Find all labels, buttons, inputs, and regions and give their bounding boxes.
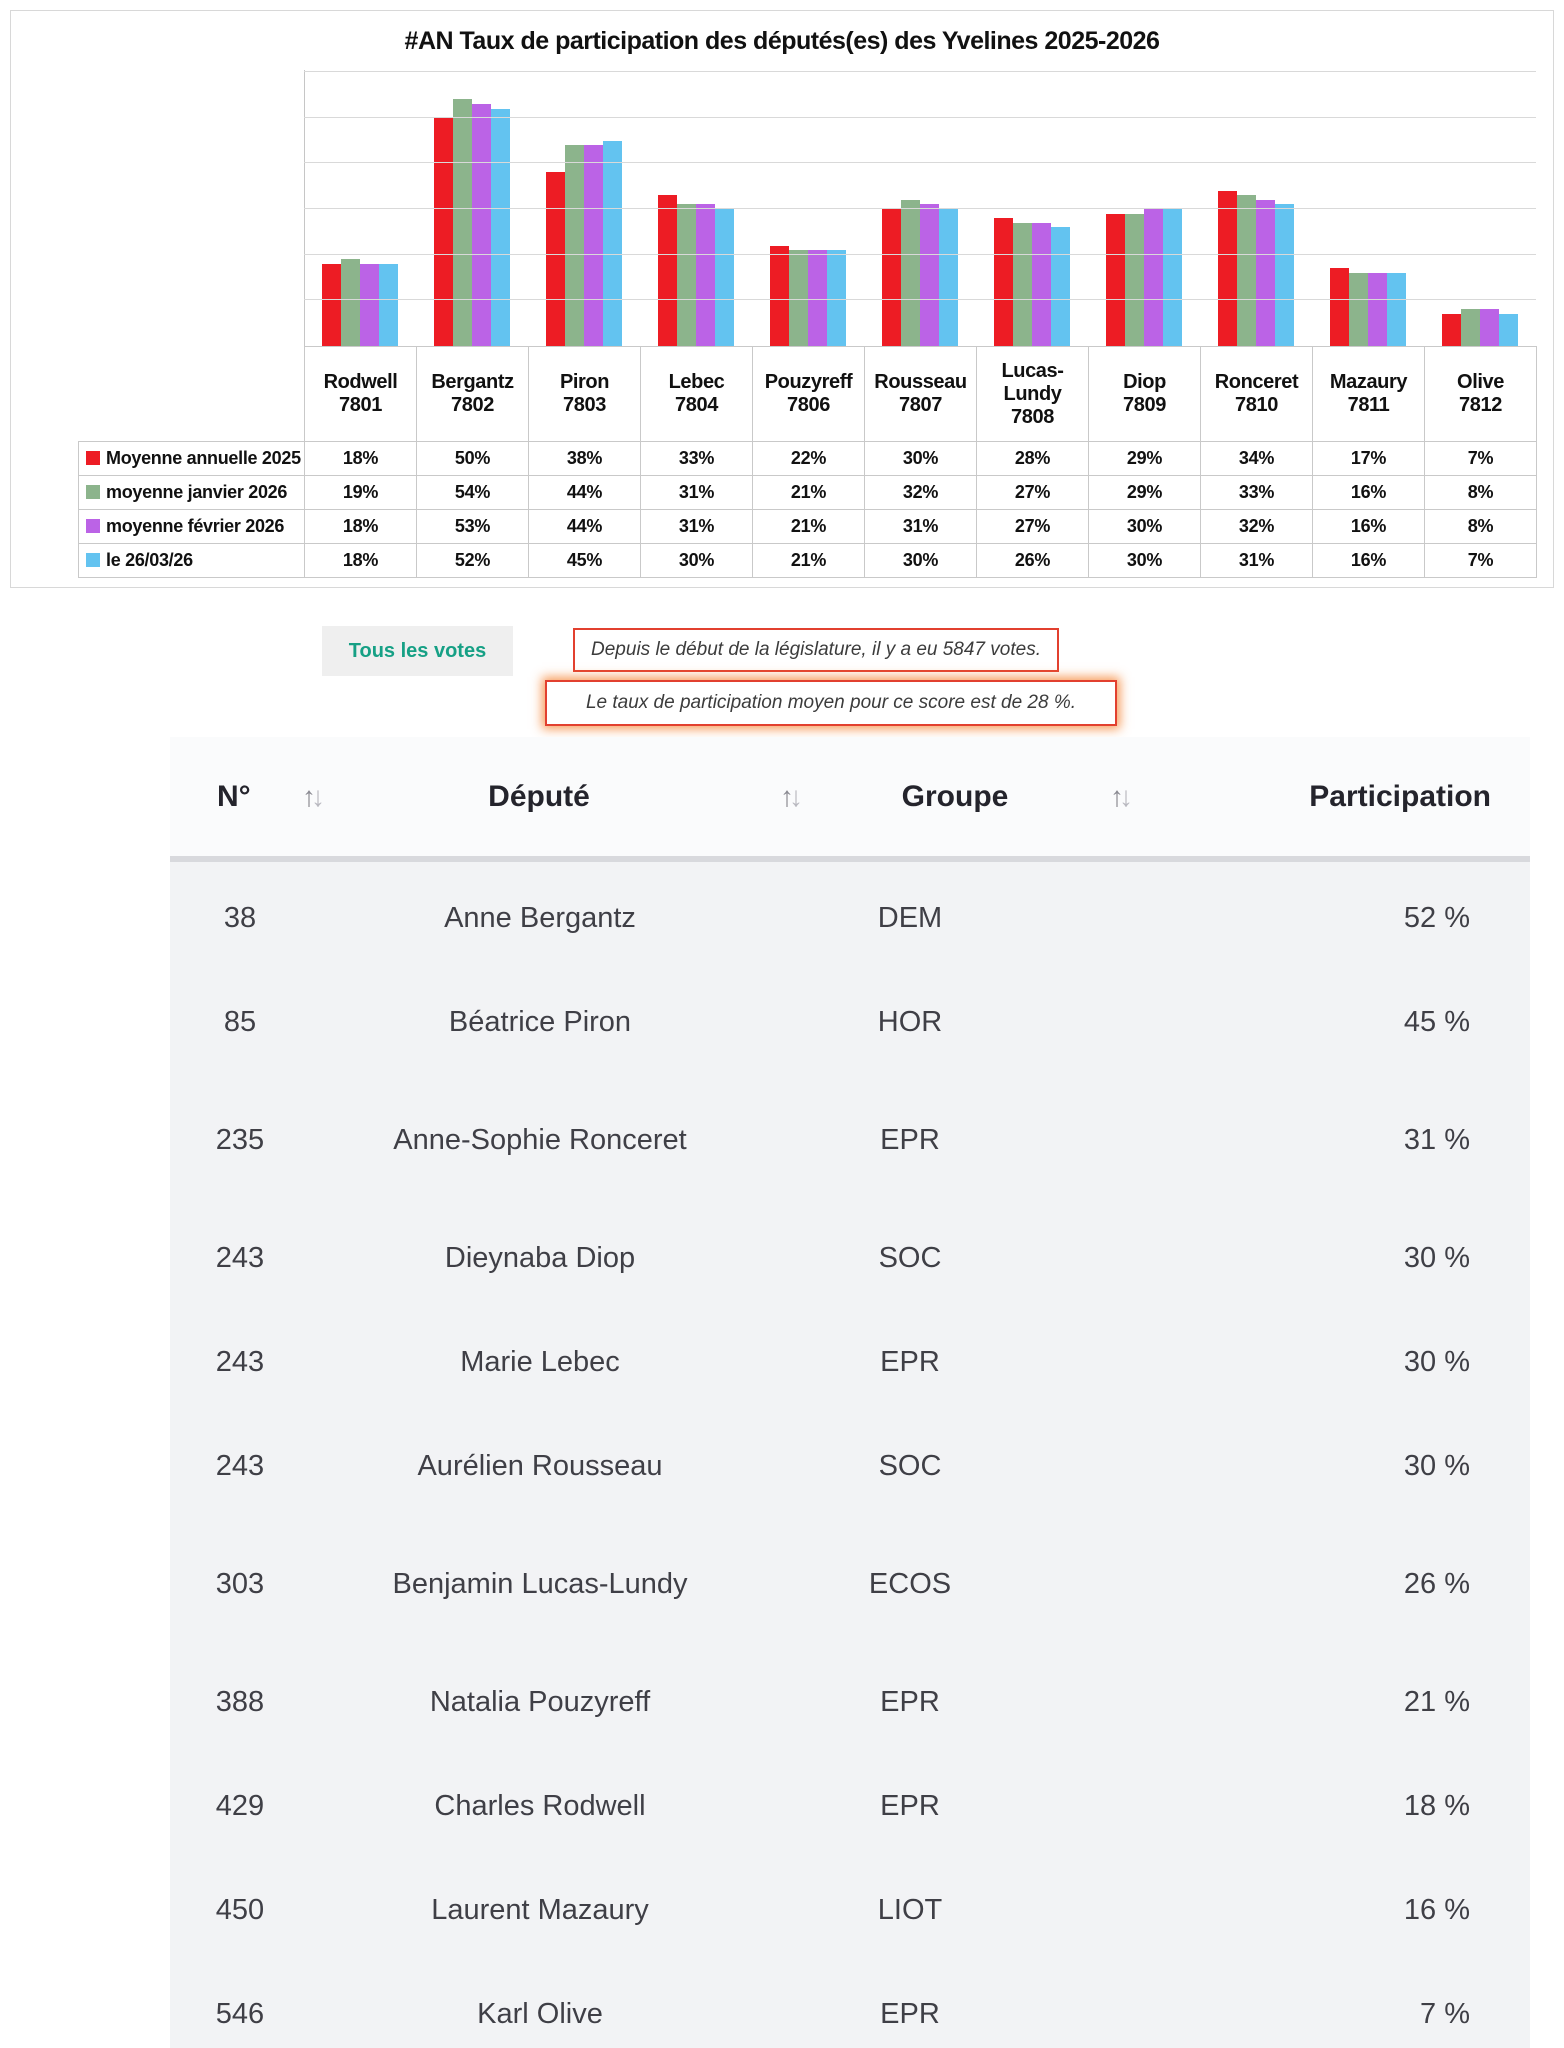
series-value-cell: 30% <box>865 442 977 476</box>
bar <box>696 204 715 346</box>
participation-cell: 31 % <box>1403 1123 1470 1156</box>
series-legend-cell: moyenne février 2026 <box>79 510 305 544</box>
series-value-cell: 34% <box>1201 442 1313 476</box>
chart-panel <box>10 10 1554 588</box>
sort-down-icon: ↓ <box>311 780 320 812</box>
table-row <box>170 1206 1530 1310</box>
all-votes-button[interactable]: Tous les votes <box>322 626 513 676</box>
bar <box>1387 273 1406 346</box>
participation-cell: 30 % <box>1403 1241 1470 1274</box>
series-legend-cell: Moyenne annuelle 2025 <box>79 442 305 476</box>
participation-cell: 18 % <box>1403 1789 1470 1822</box>
series-value-cell: 31% <box>641 476 753 510</box>
series-value-cell: 19% <box>305 476 417 510</box>
average-participation-callout: Le taux de participation moyen pour ce score est de 28 %. <box>545 680 1117 726</box>
bar <box>584 145 603 346</box>
chart-data-table <box>78 346 1537 578</box>
participation-cell: 16 % <box>1403 1893 1470 1926</box>
bar-cluster <box>864 56 976 346</box>
bar <box>677 204 696 346</box>
bar <box>491 109 510 346</box>
series-value-cell: 31% <box>1201 544 1313 578</box>
bar <box>901 200 920 346</box>
num-cell: 429 <box>215 1789 265 1822</box>
gridline <box>304 162 1536 163</box>
participation-cell: 30 % <box>1403 1449 1470 1482</box>
bar <box>341 259 360 346</box>
series-value-cell: 44% <box>529 476 641 510</box>
column-header-num[interactable]: N° <box>217 779 251 813</box>
bar-cluster <box>1088 56 1200 346</box>
bar <box>920 204 939 346</box>
participation-cell: 21 % <box>1403 1685 1470 1718</box>
depute-cell: Laurent Mazaury <box>431 1893 649 1926</box>
series-value-cell: 31% <box>865 510 977 544</box>
bar-cluster <box>1424 56 1536 346</box>
bar-cluster <box>304 56 416 346</box>
bar-clusters <box>304 56 1536 346</box>
bar <box>379 264 398 346</box>
groupe-cell: EPR <box>880 1997 940 2030</box>
sort-icon-num[interactable] <box>302 781 320 813</box>
series-value-cell: 26% <box>977 544 1089 578</box>
participation-cell: 30 % <box>1403 1345 1470 1378</box>
bar <box>453 99 472 346</box>
bar <box>1051 227 1070 346</box>
groupe-cell: EPR <box>880 1685 940 1718</box>
series-value-cell: 33% <box>1201 476 1313 510</box>
participation-cell: 52 % <box>1403 901 1470 934</box>
column-header-depute[interactable]: Député <box>488 779 590 813</box>
bar <box>827 250 846 346</box>
bar <box>1032 223 1051 346</box>
bar <box>1330 268 1349 346</box>
series-value-cell: 21% <box>753 510 865 544</box>
series-value-cell: 18% <box>305 544 417 578</box>
table-row <box>170 1074 1530 1206</box>
series-value-cell: 8% <box>1425 476 1537 510</box>
groupe-cell: ECOS <box>868 1567 952 1600</box>
table-row <box>170 1858 1530 1962</box>
series-value-cell: 29% <box>1089 442 1201 476</box>
bar <box>1480 309 1499 346</box>
deputies-table-body <box>170 862 1530 2048</box>
depute-cell: Béatrice Piron <box>448 1005 632 1038</box>
chart-title: #AN Taux de participation des députés(es) des Yvelines 2025-2026 <box>404 27 1160 55</box>
bar <box>658 195 677 346</box>
series-value-cell: 28% <box>977 442 1089 476</box>
deputy-column-header: Piron 7803 <box>529 347 641 442</box>
participation-cell: 26 % <box>1403 1567 1470 1600</box>
legend-color-icon <box>86 451 100 465</box>
bar <box>1237 195 1256 346</box>
depute-cell: Charles Rodwell <box>434 1789 646 1822</box>
series-value-cell: 32% <box>1201 510 1313 544</box>
bar-cluster <box>416 56 528 346</box>
series-row <box>79 442 1537 476</box>
series-value-cell: 33% <box>641 442 753 476</box>
bar <box>939 209 958 346</box>
num-cell: 38 <box>223 901 257 934</box>
bar <box>434 118 453 346</box>
series-value-cell: 45% <box>529 544 641 578</box>
bar <box>1349 273 1368 346</box>
bar <box>1499 314 1518 346</box>
bar <box>1256 200 1275 346</box>
series-value-cell: 53% <box>417 510 529 544</box>
series-value-cell: 30% <box>1089 510 1201 544</box>
bar <box>789 250 808 346</box>
depute-cell: Natalia Pouzyreff <box>429 1685 651 1718</box>
gridline <box>304 117 1536 118</box>
deputies-table-header <box>170 737 1530 856</box>
series-legend-cell: le 26/03/26 <box>79 544 305 578</box>
groupe-cell: EPR <box>880 1345 940 1378</box>
column-header-participation[interactable]: Participation <box>1309 779 1491 813</box>
bar <box>360 264 379 346</box>
bar-cluster <box>1200 56 1312 346</box>
bar-cluster <box>976 56 1088 346</box>
num-cell: 235 <box>215 1123 265 1156</box>
series-value-cell: 21% <box>753 476 865 510</box>
bar-cluster <box>1312 56 1424 346</box>
deputy-column-header: Ronceret 7810 <box>1201 347 1313 442</box>
table-row <box>170 970 1530 1074</box>
series-value-cell: 22% <box>753 442 865 476</box>
series-value-cell: 30% <box>641 544 753 578</box>
series-value-cell: 8% <box>1425 510 1537 544</box>
deputy-column-header: Rousseau 7807 <box>865 347 977 442</box>
num-cell: 388 <box>215 1685 265 1718</box>
groupe-cell: SOC <box>878 1449 942 1482</box>
series-value-cell: 16% <box>1313 510 1425 544</box>
num-cell: 243 <box>215 1241 265 1274</box>
bar <box>715 209 734 346</box>
deputy-column-header: Diop 7809 <box>1089 347 1201 442</box>
bar <box>1144 209 1163 346</box>
series-value-cell: 31% <box>641 510 753 544</box>
series-value-cell: 30% <box>865 544 977 578</box>
bar <box>1218 191 1237 346</box>
bar <box>1106 214 1125 346</box>
groupe-cell: EPR <box>880 1123 940 1156</box>
bar-cluster <box>528 56 640 346</box>
deputy-column-header: Olive 7812 <box>1425 347 1537 442</box>
series-value-cell: 18% <box>305 510 417 544</box>
bar <box>1275 204 1294 346</box>
series-value-cell: 50% <box>417 442 529 476</box>
groupe-cell: EPR <box>880 1789 940 1822</box>
series-value-cell: 54% <box>417 476 529 510</box>
depute-cell: Marie Lebec <box>460 1345 620 1378</box>
depute-cell: Benjamin Lucas-Lundy <box>392 1567 688 1600</box>
series-value-cell: 32% <box>865 476 977 510</box>
series-value-cell: 17% <box>1313 442 1425 476</box>
bar <box>565 145 584 346</box>
sort-up-icon: ↑ <box>302 780 311 812</box>
table-row <box>170 1518 1530 1650</box>
deputy-column-header: Mazaury 7811 <box>1313 347 1425 442</box>
series-value-cell: 16% <box>1313 476 1425 510</box>
series-value-cell: 27% <box>977 510 1089 544</box>
num-cell: 303 <box>215 1567 265 1600</box>
gridline <box>304 299 1536 300</box>
votes-count-callout: Depuis le début de la législature, il y a eu 5847 votes. <box>573 628 1059 672</box>
depute-cell: Aurélien Rousseau <box>417 1449 663 1482</box>
participation-cell: 7 % <box>1420 1997 1470 2030</box>
sort-icon-depute[interactable] <box>780 781 798 813</box>
blank-cell <box>79 347 305 442</box>
groupe-cell: DEM <box>877 901 943 934</box>
series-value-cell: 18% <box>305 442 417 476</box>
num-cell: 546 <box>215 1997 265 2030</box>
series-value-cell: 30% <box>1089 544 1201 578</box>
bar <box>770 246 789 346</box>
series-value-cell: 29% <box>1089 476 1201 510</box>
sort-up-icon: ↑ <box>780 780 789 812</box>
series-value-cell: 38% <box>529 442 641 476</box>
table-row <box>170 1414 1530 1518</box>
bar <box>1013 223 1032 346</box>
series-value-cell: 44% <box>529 510 641 544</box>
bar <box>994 218 1013 346</box>
groupe-cell: HOR <box>877 1005 943 1038</box>
series-value-cell: 52% <box>417 544 529 578</box>
num-cell: 243 <box>215 1449 265 1482</box>
gridline <box>304 208 1536 209</box>
table-row <box>170 1310 1530 1414</box>
sort-icon-groupe[interactable] <box>1110 781 1128 813</box>
bar <box>1442 314 1461 346</box>
chart-table-header-row <box>79 347 1537 442</box>
depute-cell: Karl Olive <box>477 1997 603 2030</box>
series-value-cell: 7% <box>1425 442 1537 476</box>
table-row <box>170 866 1530 970</box>
deputy-column-header: Lucas-Lundy 7808 <box>977 347 1089 442</box>
bar-cluster <box>640 56 752 346</box>
bar-cluster <box>752 56 864 346</box>
deputies-table <box>170 737 1530 2048</box>
depute-cell: Anne Bergantz <box>444 901 636 934</box>
legend-color-icon <box>86 519 100 533</box>
num-cell: 450 <box>215 1893 265 1926</box>
table-row <box>170 1754 1530 1858</box>
bar <box>1368 273 1387 346</box>
series-value-cell: 21% <box>753 544 865 578</box>
participation-cell: 45 % <box>1403 1005 1470 1038</box>
groupe-cell: SOC <box>878 1241 942 1274</box>
bar <box>546 172 565 346</box>
bar <box>1163 209 1182 346</box>
bar <box>322 264 341 346</box>
series-row <box>79 476 1537 510</box>
deputy-column-header: Pouzyreff 7806 <box>753 347 865 442</box>
num-cell: 243 <box>215 1345 265 1378</box>
series-value-cell: 16% <box>1313 544 1425 578</box>
table-row <box>170 1962 1530 2048</box>
sort-down-icon: ↓ <box>789 780 798 812</box>
bar <box>472 104 491 346</box>
depute-cell: Dieynaba Diop <box>444 1241 636 1274</box>
series-value-cell: 7% <box>1425 544 1537 578</box>
num-cell: 85 <box>223 1005 257 1038</box>
series-legend-cell: moyenne janvier 2026 <box>79 476 305 510</box>
legend-color-icon <box>86 553 100 567</box>
series-row <box>79 510 1537 544</box>
bar <box>1125 214 1144 346</box>
gridline <box>304 254 1536 255</box>
gridline <box>304 71 1536 72</box>
bar <box>808 250 827 346</box>
deputy-column-header: Lebec 7804 <box>641 347 753 442</box>
sort-up-icon: ↑ <box>1110 780 1119 812</box>
bar <box>603 141 622 347</box>
table-row <box>170 1650 1530 1754</box>
depute-cell: Anne-Sophie Ronceret <box>393 1123 687 1156</box>
bar <box>1461 309 1480 346</box>
bar <box>882 209 901 346</box>
deputy-column-header: Rodwell 7801 <box>305 347 417 442</box>
deputy-column-header: Bergantz 7802 <box>417 347 529 442</box>
series-row <box>79 544 1537 578</box>
groupe-cell: LIOT <box>877 1893 943 1926</box>
series-value-cell: 27% <box>977 476 1089 510</box>
column-header-groupe[interactable]: Groupe <box>901 779 1009 813</box>
sort-down-icon: ↓ <box>1119 780 1128 812</box>
bar-chart-plot-area <box>304 56 1536 346</box>
legend-color-icon <box>86 485 100 499</box>
